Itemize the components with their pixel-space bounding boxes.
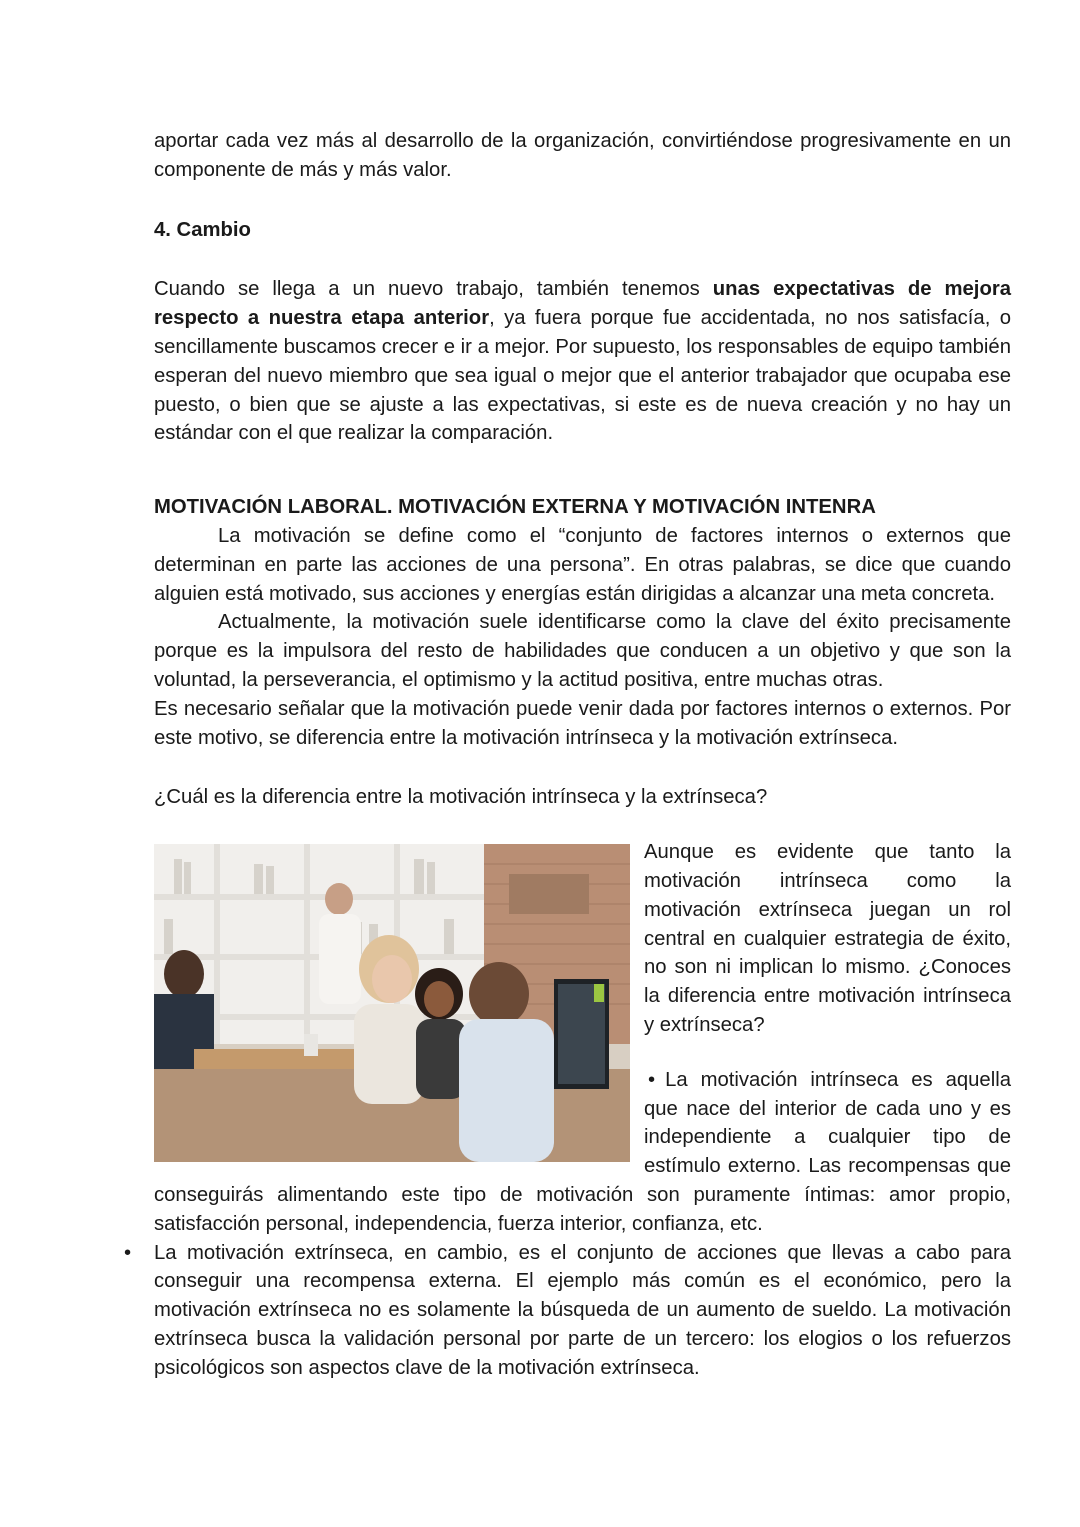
extrinsic-bullet-text: La motivación extrínseca, en cambio, es el conjunto de acciones que llevas a cabo para conseguir una recompensa externa. El ejemplo más común es el económico, pero la motivación extrínseca no es solamente la búsqueda de un aumento de sueldo. La motivación extrínseca busca la validación personal por parte de un tercero: los elogios o los refuerzos psicológicos son aspectos clave de la motivación extrínseca. [154, 1241, 1011, 1379]
bullet-dot-2: • [124, 1241, 132, 1264]
bullet-dot-1: • [648, 1068, 656, 1091]
difference-question: ¿Cuál es la diferencia entre la motivación intrínseca y la extrínseca? [154, 786, 768, 809]
office-celebration-photo [154, 844, 630, 1162]
document-page [124, 127, 1012, 1382]
cambio-bold-phrase: unas expectativas de mejora respecto a nuestra etapa anterior [154, 278, 1012, 330]
intro-difference-text: Aunque es evidente que tanto la motivación intrínseca como la motivación extrínseca juegan un rol central en cualquier estrategia de éxito, no son ni implican lo mismo. ¿Conoces la diferencia entre motivación intrínseca y extrínseca? [644, 841, 1011, 1036]
motivation-section-title: MOTIVACIÓN LABORAL. MOTIVACIÓN EXTERNA Y MOTIVACIÓN INTENRA [154, 496, 876, 519]
cambio-text-start: Cuando se llega a un nuevo trabajo, también tenemos [154, 278, 713, 301]
extrinsic-bullet [124, 1239, 1011, 1383]
intrinsic-bullet-text: La motivación intrínseca es aquella que nace del interior de cada uno y es independiente a cualquier tipo de estímulo externo. Las recompensas que conseguirás alimentando este tipo de motivación son puramente íntimas: amor propio, satisfacción personal, independencia, fuerza interior, confianza, etc. [154, 1068, 1011, 1235]
motivation-factors-paragraph: Es necesario señalar que la motivación puede venir dada por factores internos o externos. Por este motivo, se diferencia entre la motivación intrínseca y la motivación extrínseca. [154, 697, 1011, 749]
section-heading-cambio: 4. Cambio [154, 218, 251, 241]
cambio-paragraph [154, 275, 1011, 448]
cambio-text-end: , ya fuera porque fue accidentada, no nos satisfacía, o sencillamente buscamos crecer e ir a mejor. Por supuesto, los responsables de equipo también esperan del nuevo miembro que sea igual o mejor que el anterior trabajador que ocupaba ese puesto, o bien que se ajuste a las expectativas, si este es de nueva creación y no hay un estándar con el que realizar la comparación. [154, 307, 1011, 445]
motivation-definition-paragraph: La motivación se define como el “conjunto de factores internos o externos que determinan en parte las acciones de una persona”. En otras palabras, se dice que cuando alguien está motivado, sus acciones y energías están dirigidas a alcanzar una meta concreta. [154, 524, 1011, 605]
intro-paragraph: aportar cada vez más al desarrollo de la organización, convirtiéndose progresivamente en un componente de más y más valor. [154, 130, 1011, 181]
motivation-success-paragraph: Actualmente, la motivación suele identificarse como la clave del éxito precisamente porque es la impulsora del resto de habilidades que conducen a un objetivo y que son la voluntad, la perseverancia, el optimismo y la actitud positiva, entre muchas otras. [154, 611, 1011, 691]
